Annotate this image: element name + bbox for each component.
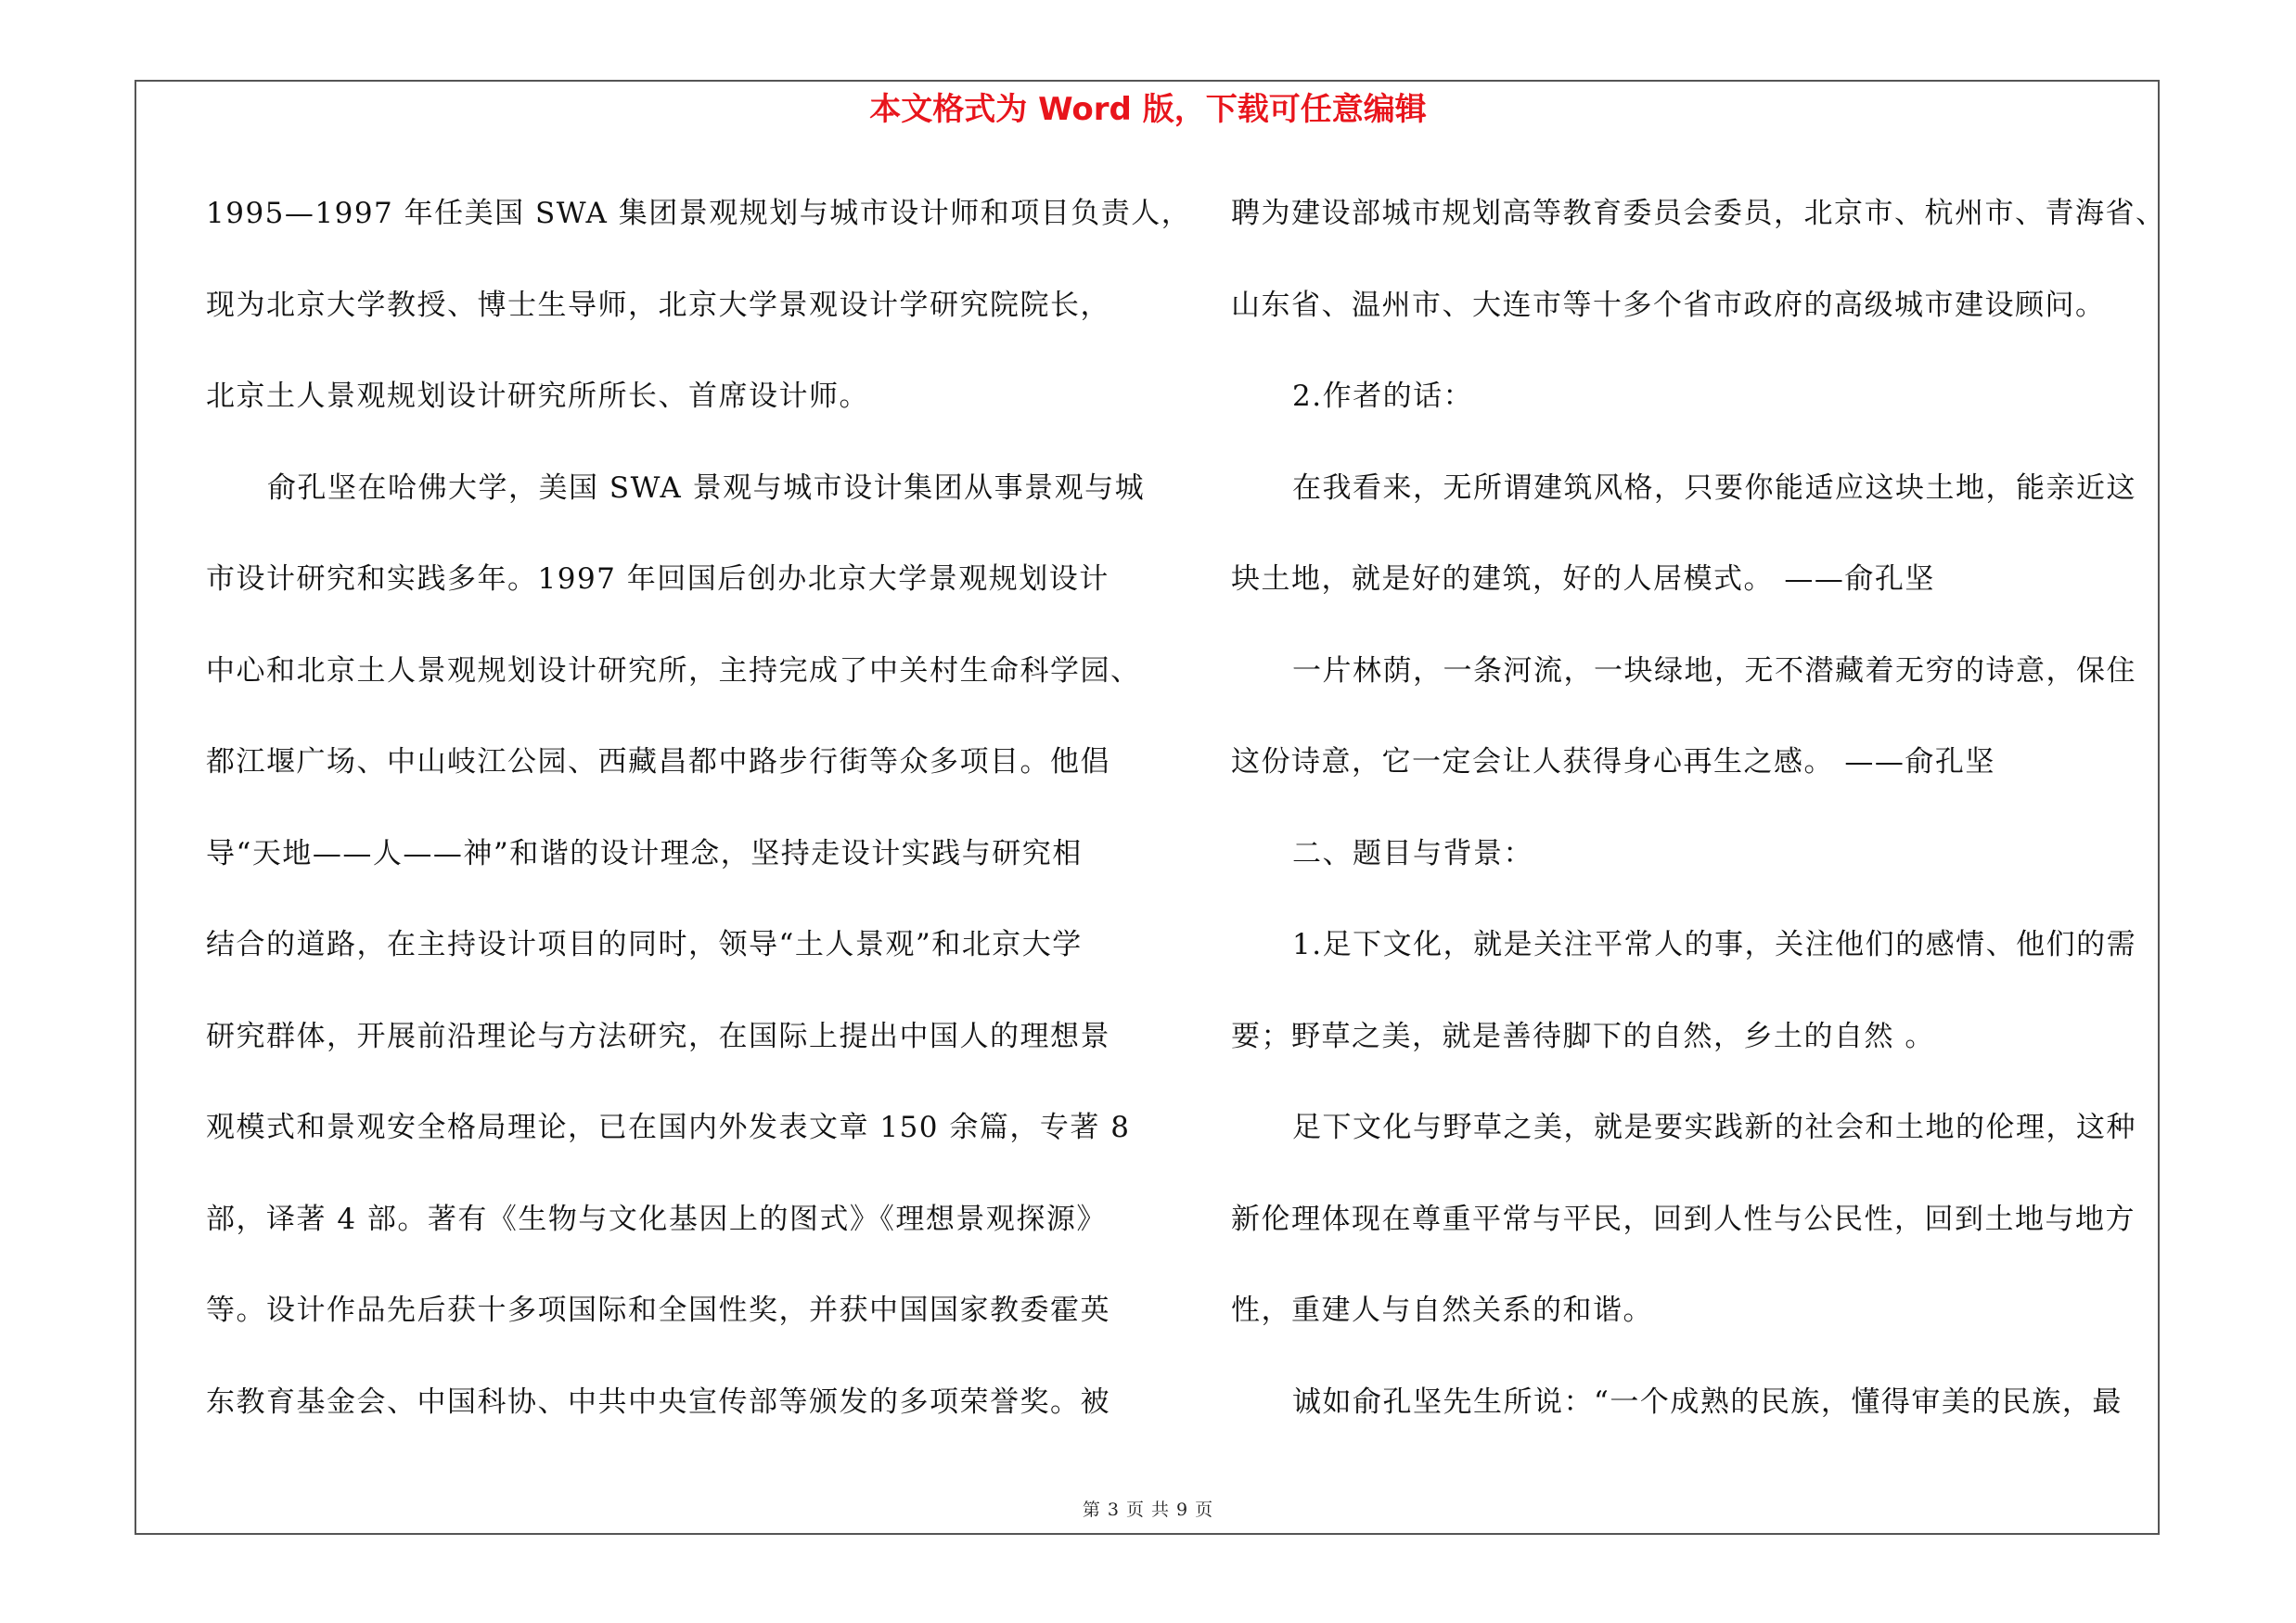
right-line-1: 聘为建设部城市规划高等教育委员会委员，北京市、杭州市、青海省、 (1231, 197, 2166, 230)
right-line-13: 性，重建人与自然关系的和谐。 (1231, 1294, 1653, 1327)
left-line-8: 导“天地——人——神”和谐的设计理念，坚持走设计实践与研究相 (206, 836, 1083, 870)
left-line-2: 现为北京大学教授、博士生导师，北京大学景观设计学研究院院长， (206, 288, 1110, 322)
left-line-14: 东教育基金会、中国科协、中共中央宣传部等颁发的多项荣誉奖。被 (206, 1385, 1110, 1419)
right-line-2: 山东省、温州市、大连市等十多个省市政府的高级城市建设顾问。 (1231, 288, 2106, 322)
right-line-5: 块土地，就是好的建筑，好的人居模式。 ——俞孔坚 (1231, 562, 1935, 596)
right-column (1231, 186, 2166, 1465)
left-line-4: 俞孔坚在哈佛大学，美国 SWA 景观与城市设计集团从事景观与城 (267, 470, 1146, 505)
left-line-13: 等。设计作品先后获十多项国际和全国性奖，并获中国国家教委霍英 (206, 1294, 1110, 1327)
left-line-3: 北京土人景观规划设计研究所所长、首席设计师。 (206, 380, 869, 413)
left-line-1: 1995—1997 年任美国 SWA 集团景观规划与城市设计师和项目负责人， (206, 197, 1192, 230)
right-line-7: 这份诗意，它一定会让人获得身心再生之感。 ——俞孔坚 (1231, 745, 1995, 779)
left-line-11: 观模式和景观安全格局理论，已在国内外发表文章 150 余篇，专著 8 (206, 1111, 1131, 1144)
right-line-11: 足下文化与野草之美，就是要实践新的社会和土地的伦理，这种 (1292, 1111, 2136, 1144)
left-line-5: 市设计研究和实践多年。1997 年回国后创办北京大学景观规划设计 (206, 562, 1110, 596)
right-line-6: 一片林荫，一条河流，一块绿地，无不潜藏着无穷的诗意，保住 (1292, 653, 2136, 688)
right-line-8: 二、题目与背景： (1292, 836, 1533, 870)
right-line-10: 要；野草之美，就是善待脚下的自然，乡土的自然 。 (1231, 1019, 1935, 1053)
page-number-footer: 第 3 页 共 9 页 (1082, 1500, 1214, 1520)
left-line-10: 研究群体，开展前沿理论与方法研究，在国际上提出中国人的理想景 (206, 1019, 1110, 1053)
left-line-9: 结合的道路，在主持设计项目的同时，领导“土人景观”和北京大学 (206, 928, 1083, 961)
left-column (206, 186, 1192, 1465)
left-line-7: 都江堰广场、中山岐江公园、西藏昌都中路步行街等众多项目。他倡 (206, 745, 1110, 779)
left-line-12: 部，译著 4 部。著有《生物与文化基因上的图式》《理想景观探源》 (206, 1202, 1107, 1236)
right-line-14: 诚如俞孔坚先生所说：“一个成熟的民族，懂得审美的民族，最 (1292, 1385, 2123, 1419)
left-line-6: 中心和北京土人景观规划设计研究所，主持完成了中关村生命科学园、 (206, 653, 1141, 688)
right-line-12: 新伦理体现在尊重平常与平民，回到人性与公民性，回到土地与地方 (1231, 1202, 2136, 1236)
right-line-9: 1.足下文化，就是关注平常人的事，关注他们的感情、他们的需 (1292, 928, 2137, 961)
word-format-banner: 本文格式为 Word 版，下载可任意编辑 (869, 91, 1427, 128)
right-line-3: 2.作者的话： (1292, 380, 1474, 413)
right-line-4: 在我看来，无所谓建筑风格，只要你能适应这块土地，能亲近这 (1292, 470, 2136, 505)
